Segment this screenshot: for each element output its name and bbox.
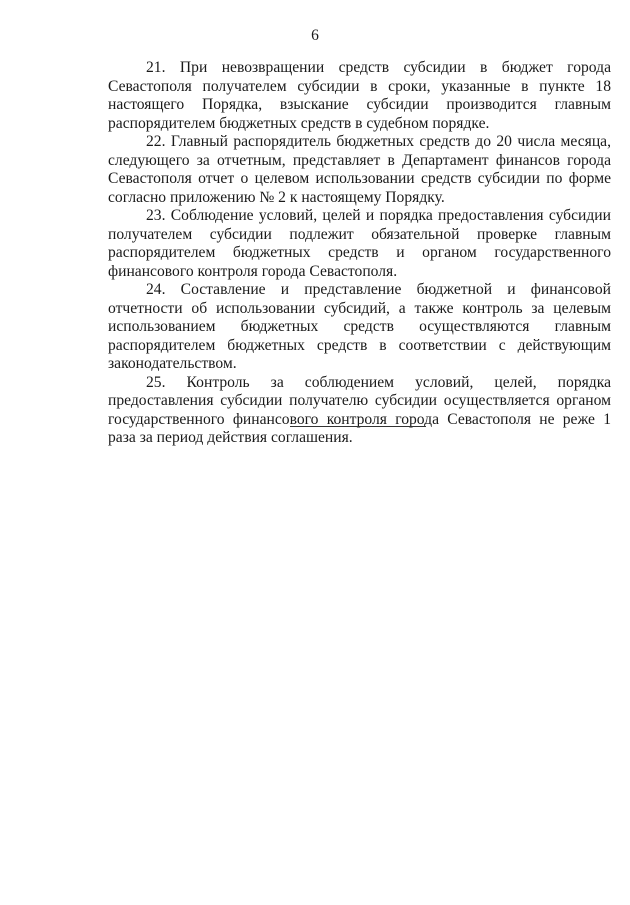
end-of-text-rule bbox=[290, 426, 426, 427]
document-body bbox=[108, 59, 611, 448]
paragraph-25: 25. Контроль за соблюдением условий, целей, порядка предоставления субсидии получателю субсидии осуществляется органом государственного финансового контроля города Севастополя не реже 1 раза за период действия соглашения. bbox=[108, 373, 611, 446]
paragraph-22: 22. Главный распорядитель бюджетных средств до 20 числа месяца, следующего за отчетным, представляет в Департамент финансов города Севастополя отчет о целевом использовании средств субсидии по форме согласно приложению № 2 к настоящему Порядку. bbox=[108, 133, 611, 206]
paragraph-24: 24. Составление и представление бюджетной и финансовой отчетности об использовании субсидий, а также контроль за целевым использованием бюджетных средств осуществляются главным распорядителем бюджетных средств в соответствии с действующим законодательством. bbox=[108, 281, 611, 372]
paragraph-21: 21. При невозвращении средств субсидии в бюджет города Севастополя получателем субсидии в сроки, указанные в пункте 18 настоящего Порядка, взыскание субсидии производится главным распорядителем бюджетных средств в судебном порядке. bbox=[108, 59, 611, 132]
paragraph-23: 23. Соблюдение условий, целей и порядка предоставления субсидии получателем субсидии подлежит обязательной проверке главным распорядителем бюджетных средств и органом государственного финансового контроля города Севастополя. bbox=[108, 207, 611, 280]
page-number: 6 bbox=[311, 27, 319, 44]
